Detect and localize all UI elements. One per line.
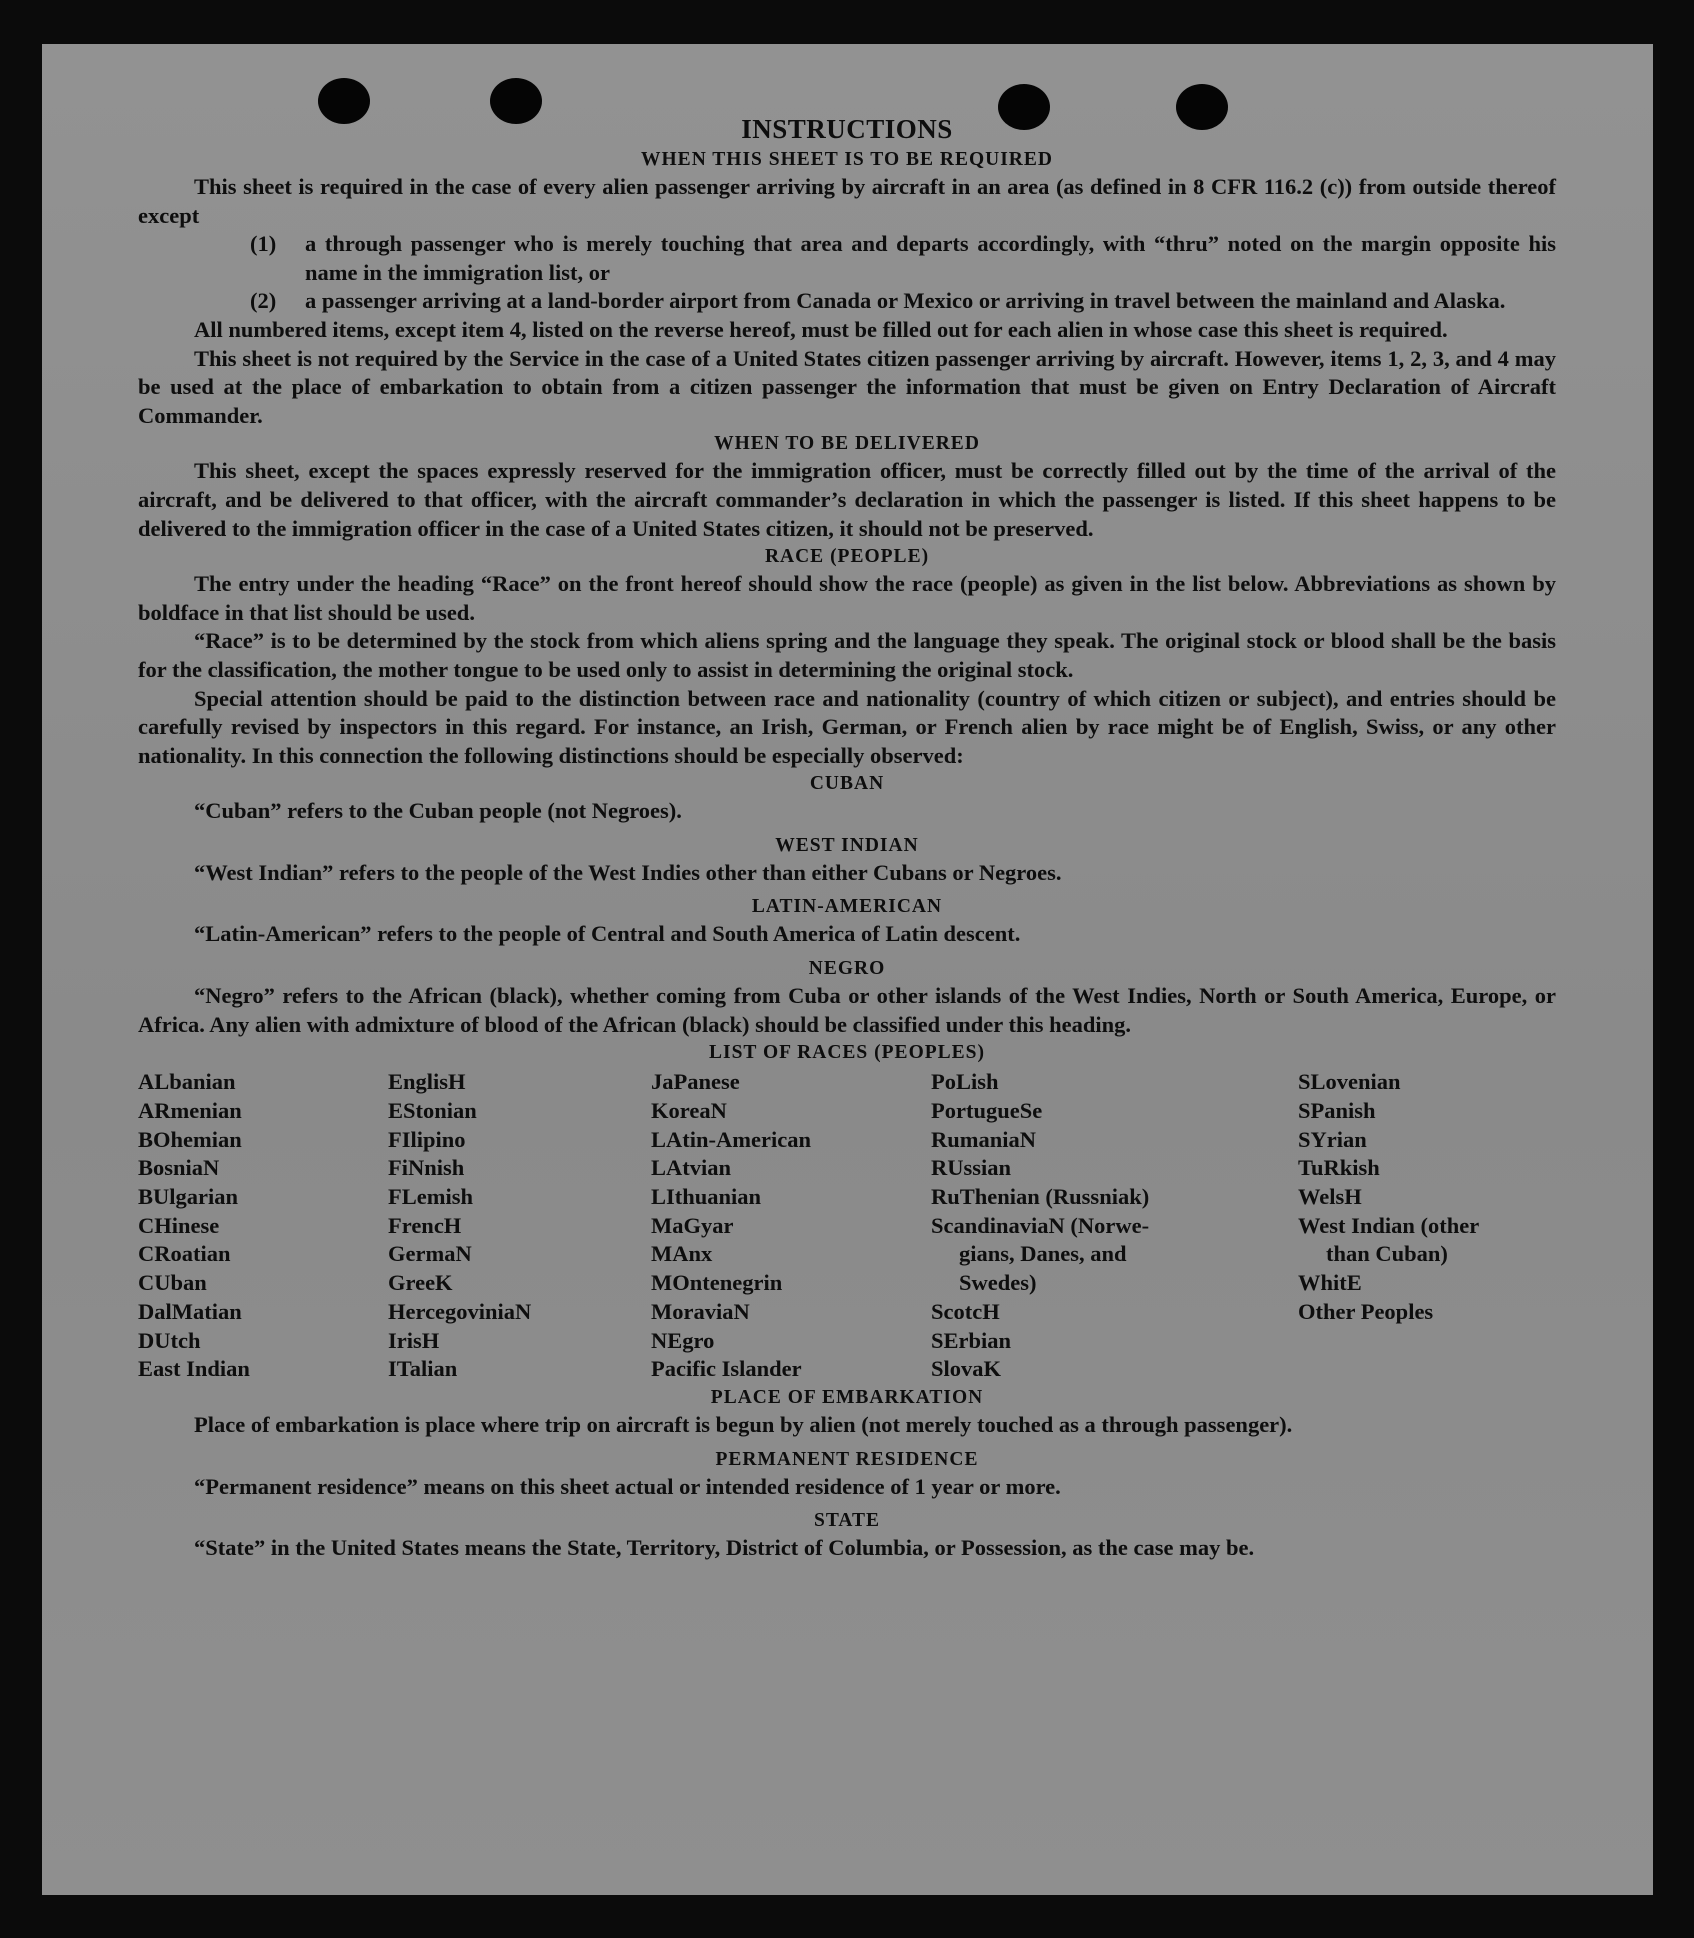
section-heading: WHEN THIS SHEET IS TO BE REQUIRED xyxy=(641,149,1053,170)
paragraph: “Permanent residence” means on this sheet actual or intended residence of 1 year or more. xyxy=(194,1473,1061,1499)
page-title: INSTRUCTIONS xyxy=(741,114,953,144)
race-entry: ARmenian xyxy=(138,1097,242,1123)
race-entry: DUtch xyxy=(138,1327,201,1353)
race-entry: WelsH xyxy=(1298,1184,1362,1210)
race-entry: ScandinaviaN (Norwe- xyxy=(931,1212,1150,1238)
race-entry: East Indian xyxy=(138,1356,250,1382)
section-heading: STATE xyxy=(813,1510,881,1532)
races-list xyxy=(138,1068,1556,1384)
race-entry: FrencH xyxy=(388,1212,462,1238)
race-entry: CUban xyxy=(138,1270,207,1296)
section-heading: WEST INDIAN xyxy=(775,834,919,856)
race-entry: FIlipino xyxy=(388,1126,466,1152)
race-entry: Other Peoples xyxy=(1298,1298,1434,1324)
race-entry: SErbian xyxy=(931,1327,1012,1353)
race-entry: West Indian (other xyxy=(1298,1212,1480,1238)
race-entry: RumaniaN xyxy=(931,1126,1037,1152)
race-entry: ITalian xyxy=(388,1356,458,1382)
race-entry: WhitE xyxy=(1298,1270,1362,1296)
paragraph: “Negro” refers to the African (black), whether coming from Cuba or other islands of the West Indies, North or South America, Europe, or Africa. Any alien with admixture of blood of the African (black) should be classified under this heading. xyxy=(138,983,1556,1037)
paragraph: This sheet is required in the case of every alien passenger arriving by aircraft in an area (as defined in 8 CFR 116.2 (c)) from outside thereof except xyxy=(138,174,1556,228)
paragraph: “State” in the United States means the State, Territory, District of Columbia, or Possession, as the case may be. xyxy=(194,1535,1255,1561)
item-text: a through passenger who is merely touching that area and departs accordingly, with “thru” noted on the margin opposite his name in the immigration list, or xyxy=(305,231,1556,285)
race-entry: PortugueSe xyxy=(931,1097,1043,1123)
race-entry: TuRkish xyxy=(1298,1155,1380,1181)
race-entry-continued: Swedes) xyxy=(959,1270,1037,1296)
races-column xyxy=(138,1068,388,1384)
race-entry: SLovenian xyxy=(1298,1069,1401,1095)
race-entry: HercegoviniaN xyxy=(388,1298,532,1324)
section-heading: PERMANENT RESIDENCE xyxy=(715,1448,979,1470)
races-column xyxy=(1298,1068,1556,1384)
paragraph: “West Indian” refers to the people of the West Indies other than either Cubans or Negroes. xyxy=(194,859,1062,885)
race-entry: LAtvian xyxy=(651,1155,732,1181)
paragraph: All numbered items, except item 4, listed on the reverse hereof, must be filled out for each alien in whose case this sheet is required. xyxy=(194,316,1448,342)
race-entry: FLemish xyxy=(388,1184,474,1210)
paragraph: This sheet is not required by the Service in the case of a United States citizen passenger arriving by aircraft. However, items 1, 2, 3, and 4 may be used at the place of embarkation to obtain from a citizen passenger the information that must be given on Entry Declaration of Aircraft Commander. xyxy=(138,345,1556,428)
section-heading: CUBAN xyxy=(809,773,885,795)
race-entry: MoraviaN xyxy=(651,1298,750,1324)
paragraph: “Cuban” refers to the Cuban people (not Negroes). xyxy=(194,798,682,824)
race-entry: PoLish xyxy=(931,1069,999,1095)
race-entry: GreeK xyxy=(388,1270,453,1296)
document-page xyxy=(42,44,1653,1895)
race-entry: SPanish xyxy=(1298,1097,1376,1123)
race-entry: RuThenian (Russniak) xyxy=(931,1184,1150,1210)
race-entry: NEgro xyxy=(651,1327,715,1353)
race-entry: BosniaN xyxy=(138,1155,220,1181)
item-number: (1) xyxy=(250,231,277,257)
race-entry: BOhemian xyxy=(138,1126,242,1152)
paragraph: Special attention should be paid to the distinction between race and nationality (country of which citizen or subject), and entries should be carefully revised by inspectors in this regard. For instance, an Irish, German, or French alien by race might be of English, Swiss, or any other nationality. In this connection the following distinctions should be especially observed: xyxy=(138,685,1556,768)
list-item xyxy=(138,287,1556,316)
race-entry-continued: than Cuban) xyxy=(1326,1241,1448,1267)
paragraph: “Latin-American” refers to the people of Central and South America of Latin descent. xyxy=(194,921,1021,947)
race-entry: Pacific Islander xyxy=(651,1356,802,1382)
race-entry: LIthuanian xyxy=(651,1184,762,1210)
race-entry: EStonian xyxy=(388,1097,477,1123)
section-heading: NEGRO xyxy=(808,958,886,980)
section-heading: PLACE OF EMBARKATION xyxy=(710,1386,984,1408)
race-entry: IrisH xyxy=(388,1327,440,1353)
paragraph: The entry under the heading “Race” on the front hereof should show the race (people) as given in the list below. Abbreviations as shown by boldface in that list should be used. xyxy=(138,571,1556,625)
race-entry: EnglisH xyxy=(388,1069,466,1095)
race-entry-continued: gians, Danes, and xyxy=(959,1241,1127,1267)
race-entry: LAtin-American xyxy=(651,1126,811,1152)
race-entry: RUssian xyxy=(931,1155,1012,1181)
race-entry: DalMatian xyxy=(138,1298,242,1324)
race-entry: MOntenegrin xyxy=(651,1270,783,1296)
paragraph: “Race” is to be determined by the stock from which aliens spring and the language they speak. The original stock or blood shall be the basis for the classification, the mother tongue to be used only to assist in determining the original stock. xyxy=(138,628,1556,682)
race-entry: KoreaN xyxy=(651,1097,727,1123)
section-heading: RACE (PEOPLE) xyxy=(764,546,930,568)
section-heading: LATIN-AMERICAN xyxy=(751,896,943,918)
race-entry: SlovaK xyxy=(931,1356,1002,1382)
list-item xyxy=(138,230,1556,287)
paragraph: Place of embarkation is place where trip on aircraft is begun by alien (not merely touched as a through passenger). xyxy=(194,1411,1293,1437)
race-entry: MAnx xyxy=(651,1241,713,1267)
race-entry: CRoatian xyxy=(138,1241,231,1267)
section-heading: LIST OF RACES (PEOPLES) xyxy=(708,1042,985,1064)
race-entry: JaPanese xyxy=(651,1069,740,1095)
paragraph: This sheet, except the spaces expressly reserved for the immigration officer, must be correctly filled out by the time of the arrival of the aircraft, and be delivered to that officer, with the aircraft commander’s declaration in which the passenger is listed. If this sheet happens to be delivered to the immigration officer in the case of a United States citizen, it should not be preserved. xyxy=(138,458,1556,541)
race-entry: CHinese xyxy=(138,1212,220,1238)
instructions-text xyxy=(138,112,1556,1563)
races-column xyxy=(388,1068,651,1384)
races-column xyxy=(651,1068,931,1384)
race-entry: ALbanian xyxy=(138,1069,236,1095)
section-heading: WHEN TO BE DELIVERED xyxy=(714,433,980,455)
item-number: (2) xyxy=(250,288,277,314)
race-entry: GermaN xyxy=(388,1241,472,1267)
race-entry: BUlgarian xyxy=(138,1184,239,1210)
races-column xyxy=(931,1068,1298,1384)
race-entry: SYrian xyxy=(1298,1126,1367,1152)
item-text: a passenger arriving at a land-border airport from Canada or Mexico or arriving in travel between the mainland and Alaska. xyxy=(305,288,1506,314)
race-entry: MaGyar xyxy=(651,1212,734,1238)
race-entry: ScotcH xyxy=(931,1298,1000,1324)
race-entry: FiNnish xyxy=(388,1155,465,1181)
